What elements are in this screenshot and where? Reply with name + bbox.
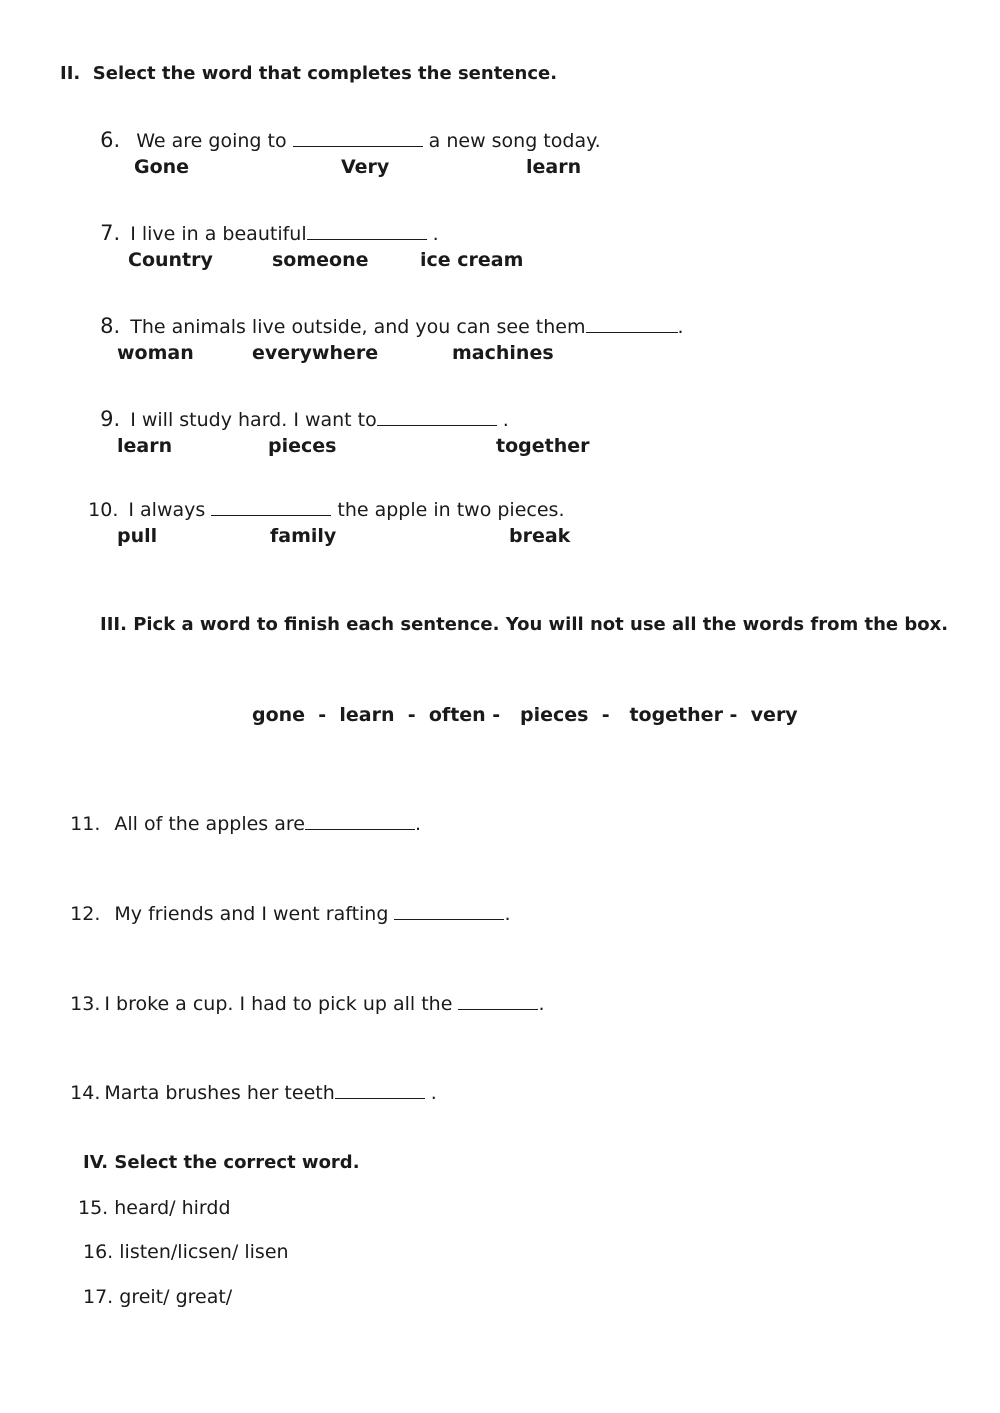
question-text-pre: The animals live outside, and you can see them: [130, 316, 586, 338]
question-text-post: .: [424, 1082, 437, 1104]
option[interactable]: together: [496, 435, 590, 457]
answer-blank[interactable]: [211, 497, 331, 516]
answer-blank[interactable]: [458, 991, 538, 1010]
question-7: [90, 205, 439, 244]
select-item-15[interactable]: 15. heard/ hirdd: [78, 1197, 231, 1219]
question-number: 7.: [100, 221, 121, 245]
option[interactable]: Very: [341, 156, 390, 178]
question-text-post: .: [538, 993, 545, 1015]
section-3-heading: III. Pick a word to finish each sentence. You will not use all the words from the box.: [100, 614, 949, 635]
option[interactable]: everywhere: [252, 342, 379, 364]
answer-blank[interactable]: [293, 128, 423, 147]
question-number: 13.: [70, 993, 101, 1015]
question-8: [90, 298, 684, 337]
answer-blank[interactable]: [305, 811, 415, 830]
question-number: 6.: [100, 128, 121, 152]
question-text-post: .: [426, 223, 439, 245]
question-text-pre: We are going to: [136, 130, 293, 152]
option[interactable]: learn: [117, 435, 173, 457]
question-text-post: .: [504, 903, 511, 925]
option[interactable]: machines: [452, 342, 554, 364]
question-text-pre: I live in a beautiful: [130, 223, 307, 245]
section-4-heading: IV. Select the correct word.: [83, 1152, 360, 1173]
select-item-16[interactable]: 16. listen/licsen/ lisen: [83, 1241, 289, 1263]
question-text-pre: All of the apples are: [114, 813, 305, 835]
answer-blank[interactable]: [394, 901, 504, 920]
answer-blank[interactable]: [586, 314, 678, 333]
word-box: gone - learn - often - pieces - together - very: [252, 704, 798, 726]
option[interactable]: break: [509, 525, 571, 547]
option[interactable]: family: [270, 525, 337, 547]
select-item-17[interactable]: 17. greit/ great/: [83, 1286, 233, 1308]
answer-blank[interactable]: [335, 1080, 425, 1099]
question-text-post: the apple in two pieces.: [331, 499, 565, 521]
option[interactable]: Country: [128, 249, 213, 271]
question-text-pre: I broke a cup. I had to pick up all the: [104, 993, 459, 1015]
option[interactable]: Gone: [134, 156, 190, 178]
question-10: [78, 481, 564, 520]
question-number: 9.: [100, 407, 121, 431]
section-2-heading: II. Select the word that completes the sentence.: [60, 63, 558, 84]
option[interactable]: learn: [526, 156, 582, 178]
question-12: [60, 885, 511, 924]
question-number: 11.: [70, 813, 101, 835]
option[interactable]: pull: [117, 525, 158, 547]
question-number: 14.: [70, 1082, 101, 1104]
question-text-pre: I always: [128, 499, 212, 521]
question-13: [60, 975, 545, 1014]
question-6: [90, 112, 601, 151]
question-text-post: a new song today.: [422, 130, 601, 152]
question-14: [60, 1064, 437, 1103]
question-number: 8.: [100, 314, 121, 338]
question-number: 10.: [88, 499, 119, 521]
question-text-pre: My friends and I went rafting: [114, 903, 395, 925]
answer-blank[interactable]: [307, 221, 427, 240]
question-text-post: .: [414, 813, 422, 835]
question-text-pre: Marta brushes her teeth: [104, 1082, 335, 1104]
option[interactable]: ice cream: [420, 249, 524, 271]
question-text-pre: I will study hard. I want to: [130, 409, 377, 431]
question-text-post: .: [677, 316, 684, 338]
question-text-post: .: [496, 409, 509, 431]
answer-blank[interactable]: [377, 407, 497, 426]
option[interactable]: someone: [272, 249, 369, 271]
question-number: 12.: [70, 903, 101, 925]
question-9: [90, 391, 509, 430]
question-11: [60, 795, 421, 834]
option[interactable]: woman: [117, 342, 194, 364]
option[interactable]: pieces: [268, 435, 337, 457]
